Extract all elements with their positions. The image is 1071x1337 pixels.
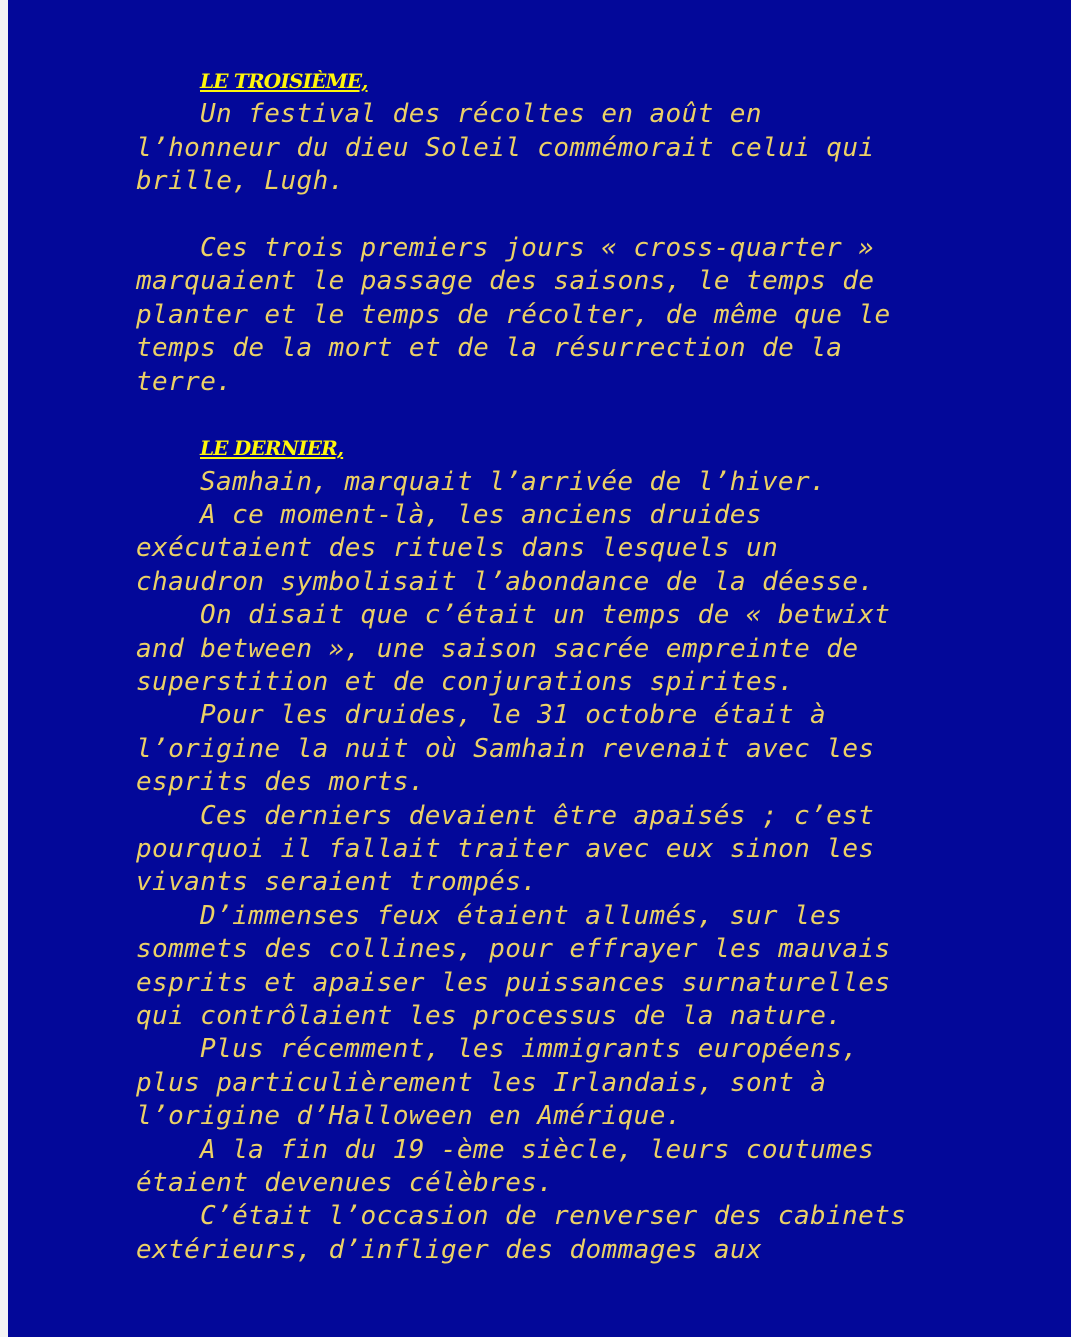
text-line: l’honneur du dieu Soleil commémorait celui qui — [136, 132, 875, 163]
paragraph-spacer — [136, 199, 1036, 232]
text-line: C’était l’occasion de renverser des cabinets — [200, 1201, 907, 1232]
paragraph-spacer — [136, 399, 1036, 432]
text-line: Pour les druides, le 31 octobre était à — [200, 700, 827, 731]
text-line: sommets des collines, pour effrayer les mauvais — [136, 934, 891, 965]
text-line: D’immenses feux étaient allumés, sur les — [200, 900, 843, 931]
text-line: terre. — [136, 366, 233, 397]
text-line: extérieurs, d’infliger des dommages aux — [136, 1234, 763, 1265]
text-line: Ces trois premiers jours « cross-quarter » — [200, 232, 875, 263]
text-line: marquaient le passage des saisons, le temps de — [136, 266, 875, 297]
text-line: temps de la mort et de la résurrection de la — [136, 333, 843, 364]
text-line: esprits et apaiser les puissances surnaturelles — [136, 967, 891, 998]
text-line: pourquoi il fallait traiter avec eux sinon les — [136, 833, 875, 864]
text-line: Ces derniers devaient être apaisés ; c’est — [200, 800, 875, 831]
document-text — [136, 65, 1036, 1267]
text-line: vivants seraient trompés. — [136, 867, 538, 898]
text-line: planter et le temps de récolter, de même que le — [136, 299, 891, 330]
text-line: Samhain, marquait l’arrivée de l’hiver. — [200, 466, 827, 497]
text-line: On disait que c’était un temps de « betwixt — [200, 600, 891, 631]
heading-third: LE TROISIÈME, — [200, 69, 368, 93]
text-line: exécutaient des rituels dans lesquels un — [136, 533, 779, 564]
text-line: plus particulièrement les Irlandais, sont à — [136, 1067, 827, 1098]
text-line: étaient devenues célèbres. — [136, 1167, 554, 1198]
text-line: qui contrôlaient les processus de la nature. — [136, 1000, 843, 1031]
text-line: l’origine la nuit où Samhain revenait avec les — [136, 733, 875, 764]
text-line: chaudron symbolisait l’abondance de la déesse. — [136, 566, 875, 597]
heading-last: LE DERNIER, — [200, 436, 344, 461]
text-line: esprits des morts. — [136, 767, 425, 798]
text-line: Un festival des récoltes en août en — [200, 99, 762, 130]
text-line: and between », une saison sacrée empreinte de — [136, 633, 859, 664]
text-line: brille, Lugh. — [136, 166, 345, 197]
text-line: A ce moment-là, les anciens druides — [200, 500, 762, 531]
text-line: A la fin du 19 -ème siècle, leurs coutumes — [200, 1134, 875, 1165]
document-page — [8, 0, 1071, 1337]
text-line: Plus récemment, les immigrants européens, — [200, 1034, 859, 1065]
text-line: l’origine d’Halloween en Amérique. — [136, 1101, 682, 1132]
text-line: superstition et de conjurations spirites. — [136, 667, 795, 698]
